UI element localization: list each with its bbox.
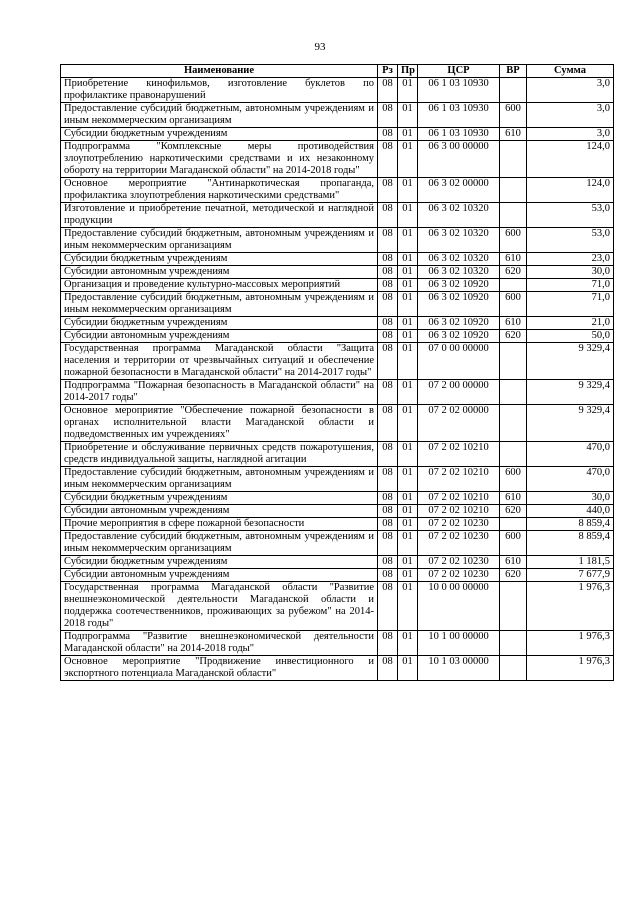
row-csr-cell: 10 1 00 00000 — [418, 631, 500, 656]
table-row — [61, 492, 614, 505]
row-sum-cell: 9 329,4 — [527, 343, 614, 380]
row-pr-cell: 01 — [398, 203, 418, 228]
row-sum-cell: 124,0 — [527, 178, 614, 203]
row-csr-cell: 07 2 02 10230 — [418, 518, 500, 531]
row-vr-cell — [500, 518, 527, 531]
row-csr-cell: 07 2 02 10230 — [418, 569, 500, 582]
row-name-cell: Основное мероприятие "Продвижение инвестиционного и экспортного потенциала Магаданской области" — [61, 656, 378, 681]
row-name-cell: Приобретение и обслуживание первичных средств пожаротушения, средств индивидуальной защиты, наглядной агитации — [61, 442, 378, 467]
row-csr-cell: 07 2 02 10210 — [418, 442, 500, 467]
row-csr-cell: 07 2 02 10210 — [418, 505, 500, 518]
row-pr-cell: 01 — [398, 141, 418, 178]
row-name-cell: Субсидии автономным учреждениям — [61, 505, 378, 518]
table-row — [61, 442, 614, 467]
row-name-cell: Государственная программа Магаданской области "Развитие внешнеэкономической деятельности Магаданской области и поддержка соотечественников, проживающих за рубежом" на 2014-2018 годы" — [61, 582, 378, 631]
table-row — [61, 203, 614, 228]
row-vr-cell: 620 — [500, 266, 527, 279]
row-pr-cell: 01 — [398, 330, 418, 343]
row-csr-cell: 06 3 02 00000 — [418, 178, 500, 203]
row-rz-cell: 08 — [378, 78, 398, 103]
row-pr-cell: 01 — [398, 103, 418, 128]
row-name-cell: Предоставление субсидий бюджетным, автономным учреждениям и иным некоммерческим организациям — [61, 292, 378, 317]
row-vr-cell: 620 — [500, 569, 527, 582]
row-sum-cell: 3,0 — [527, 78, 614, 103]
row-vr-cell — [500, 380, 527, 405]
table-row — [61, 317, 614, 330]
row-name-cell: Субсидии автономным учреждениям — [61, 330, 378, 343]
row-rz-cell: 08 — [378, 380, 398, 405]
row-sum-cell: 470,0 — [527, 442, 614, 467]
row-pr-cell: 01 — [398, 531, 418, 556]
row-name-cell: Основное мероприятие "Антинаркотическая пропаганда, профилактика злоупотребления наркотическими средствами" — [61, 178, 378, 203]
row-name-cell: Субсидии автономным учреждениям — [61, 569, 378, 582]
row-name-cell: Организация и проведение культурно-массовых мероприятий — [61, 279, 378, 292]
row-name-cell: Приобретение кинофильмов, изготовление буклетов по профилактике правонарушений — [61, 78, 378, 103]
row-csr-cell: 07 0 00 00000 — [418, 343, 500, 380]
table-row — [61, 467, 614, 492]
row-sum-cell: 71,0 — [527, 292, 614, 317]
row-csr-cell: 06 1 03 10930 — [418, 78, 500, 103]
row-rz-cell: 08 — [378, 582, 398, 631]
column-header-csr: ЦСР — [418, 65, 500, 78]
page-number: 93 — [314, 41, 326, 53]
row-pr-cell: 01 — [398, 631, 418, 656]
row-pr-cell: 01 — [398, 656, 418, 681]
column-header-sum: Сумма — [527, 65, 614, 78]
row-sum-cell: 124,0 — [527, 141, 614, 178]
table-row — [61, 582, 614, 631]
row-pr-cell: 01 — [398, 78, 418, 103]
row-sum-cell: 3,0 — [527, 103, 614, 128]
row-name-cell: Субсидии бюджетным учреждениям — [61, 556, 378, 569]
row-sum-cell: 21,0 — [527, 317, 614, 330]
table-row — [61, 141, 614, 178]
table-row — [61, 505, 614, 518]
row-vr-cell — [500, 405, 527, 442]
row-name-cell: Основное мероприятие "Обеспечение пожарной безопасности в органах исполнительной власти Магаданской области и подведомственных им учреждениях" — [61, 405, 378, 442]
row-vr-cell: 620 — [500, 330, 527, 343]
row-rz-cell: 08 — [378, 505, 398, 518]
row-rz-cell: 08 — [378, 279, 398, 292]
row-sum-cell: 470,0 — [527, 467, 614, 492]
row-pr-cell: 01 — [398, 380, 418, 405]
row-vr-cell: 610 — [500, 253, 527, 266]
row-rz-cell: 08 — [378, 178, 398, 203]
row-sum-cell: 30,0 — [527, 492, 614, 505]
row-vr-cell — [500, 203, 527, 228]
row-csr-cell: 07 2 02 10230 — [418, 531, 500, 556]
row-name-cell: Субсидии бюджетным учреждениям — [61, 253, 378, 266]
row-rz-cell: 08 — [378, 343, 398, 380]
row-vr-cell — [500, 631, 527, 656]
row-name-cell: Субсидии автономным учреждениям — [61, 266, 378, 279]
column-header-vr: ВР — [500, 65, 527, 78]
row-sum-cell: 23,0 — [527, 253, 614, 266]
row-pr-cell: 01 — [398, 128, 418, 141]
table-row — [61, 531, 614, 556]
row-csr-cell: 10 0 00 00000 — [418, 582, 500, 631]
row-name-cell: Субсидии бюджетным учреждениям — [61, 128, 378, 141]
row-pr-cell: 01 — [398, 405, 418, 442]
row-rz-cell: 08 — [378, 405, 398, 442]
row-csr-cell: 07 2 02 00000 — [418, 405, 500, 442]
row-sum-cell: 71,0 — [527, 279, 614, 292]
row-csr-cell: 06 3 02 10920 — [418, 330, 500, 343]
row-sum-cell: 3,0 — [527, 128, 614, 141]
row-name-cell: Предоставление субсидий бюджетным, автономным учреждениям и иным некоммерческим организациям — [61, 103, 378, 128]
row-csr-cell: 06 1 03 10930 — [418, 128, 500, 141]
row-pr-cell: 01 — [398, 505, 418, 518]
table-row — [61, 330, 614, 343]
row-rz-cell: 08 — [378, 518, 398, 531]
row-name-cell: Предоставление субсидий бюджетным, автономным учреждениям и иным некоммерческим организациям — [61, 228, 378, 253]
row-csr-cell: 07 2 00 00000 — [418, 380, 500, 405]
row-vr-cell — [500, 656, 527, 681]
row-csr-cell: 06 3 02 10920 — [418, 292, 500, 317]
row-vr-cell: 610 — [500, 556, 527, 569]
table-row — [61, 631, 614, 656]
row-name-cell: Подпрограмма "Развитие внешнеэкономической деятельности Магаданской области" на 2014-2018 годы" — [61, 631, 378, 656]
row-csr-cell: 10 1 03 00000 — [418, 656, 500, 681]
row-pr-cell: 01 — [398, 582, 418, 631]
table-row — [61, 266, 614, 279]
row-rz-cell: 08 — [378, 141, 398, 178]
row-name-cell: Предоставление субсидий бюджетным, автономным учреждениям и иным некоммерческим организациям — [61, 531, 378, 556]
table-row — [61, 279, 614, 292]
row-rz-cell: 08 — [378, 656, 398, 681]
row-rz-cell: 08 — [378, 442, 398, 467]
row-vr-cell — [500, 141, 527, 178]
row-csr-cell: 06 3 02 10320 — [418, 253, 500, 266]
row-sum-cell: 53,0 — [527, 203, 614, 228]
row-rz-cell: 08 — [378, 266, 398, 279]
row-rz-cell: 08 — [378, 531, 398, 556]
row-rz-cell: 08 — [378, 467, 398, 492]
row-vr-cell — [500, 582, 527, 631]
table-row — [61, 178, 614, 203]
row-rz-cell: 08 — [378, 203, 398, 228]
table-row — [61, 292, 614, 317]
row-name-cell: Предоставление субсидий бюджетным, автономным учреждениям и иным некоммерческим организациям — [61, 467, 378, 492]
row-sum-cell: 8 859,4 — [527, 531, 614, 556]
row-pr-cell: 01 — [398, 569, 418, 582]
row-csr-cell: 07 2 02 10230 — [418, 556, 500, 569]
row-vr-cell: 600 — [500, 228, 527, 253]
row-rz-cell: 08 — [378, 631, 398, 656]
row-vr-cell — [500, 279, 527, 292]
table-row — [61, 78, 614, 103]
row-pr-cell: 01 — [398, 279, 418, 292]
row-pr-cell: 01 — [398, 253, 418, 266]
row-pr-cell: 01 — [398, 292, 418, 317]
column-header-pr: Пр — [398, 65, 418, 78]
row-name-cell: Изготовление и приобретение печатной, методической и наглядной продукции — [61, 203, 378, 228]
row-rz-cell: 08 — [378, 569, 398, 582]
row-name-cell: Подпрограмма "Пожарная безопасность в Магаданской области" на 2014-2017 годы" — [61, 380, 378, 405]
row-pr-cell: 01 — [398, 492, 418, 505]
row-pr-cell: 01 — [398, 442, 418, 467]
row-sum-cell: 50,0 — [527, 330, 614, 343]
column-header-name: Наименование — [61, 65, 378, 78]
row-pr-cell: 01 — [398, 343, 418, 380]
row-vr-cell — [500, 78, 527, 103]
table-row — [61, 228, 614, 253]
table-row — [61, 103, 614, 128]
row-csr-cell: 06 3 00 00000 — [418, 141, 500, 178]
table-row — [61, 569, 614, 582]
row-csr-cell: 06 3 02 10920 — [418, 279, 500, 292]
table-row — [61, 343, 614, 380]
row-vr-cell: 600 — [500, 531, 527, 556]
row-sum-cell: 30,0 — [527, 266, 614, 279]
row-name-cell: Подпрограмма "Комплексные меры противодействия злоупотреблению наркотическими средствами и их незаконному обороту на территории Магаданской области" на 2014-2018 годы" — [61, 141, 378, 178]
row-sum-cell: 1 976,3 — [527, 631, 614, 656]
row-name-cell: Государственная программа Магаданской области "Защита населения и территории от чрезвычайных ситуаций и обеспечение пожарной безопасности в Магаданской области" на 2014-2017 годы" — [61, 343, 378, 380]
row-vr-cell: 620 — [500, 505, 527, 518]
table-row — [61, 253, 614, 266]
row-sum-cell: 1 181,5 — [527, 556, 614, 569]
column-header-rz: Рз — [378, 65, 398, 78]
row-vr-cell: 600 — [500, 103, 527, 128]
table-row — [61, 380, 614, 405]
row-sum-cell: 1 976,3 — [527, 656, 614, 681]
row-sum-cell: 7 677,9 — [527, 569, 614, 582]
row-name-cell: Прочие мероприятия в сфере пожарной безопасности — [61, 518, 378, 531]
row-pr-cell: 01 — [398, 266, 418, 279]
row-csr-cell: 06 3 02 10320 — [418, 203, 500, 228]
table-row — [61, 556, 614, 569]
row-rz-cell: 08 — [378, 317, 398, 330]
row-csr-cell: 06 3 02 10320 — [418, 266, 500, 279]
row-csr-cell: 06 1 03 10930 — [418, 103, 500, 128]
row-pr-cell: 01 — [398, 178, 418, 203]
row-rz-cell: 08 — [378, 228, 398, 253]
row-vr-cell — [500, 343, 527, 380]
row-sum-cell: 440,0 — [527, 505, 614, 518]
row-sum-cell: 9 329,4 — [527, 380, 614, 405]
row-pr-cell: 01 — [398, 228, 418, 253]
row-rz-cell: 08 — [378, 292, 398, 317]
row-vr-cell: 600 — [500, 467, 527, 492]
row-rz-cell: 08 — [378, 556, 398, 569]
row-rz-cell: 08 — [378, 103, 398, 128]
table-row — [61, 405, 614, 442]
row-pr-cell: 01 — [398, 518, 418, 531]
row-rz-cell: 08 — [378, 330, 398, 343]
row-vr-cell: 600 — [500, 292, 527, 317]
row-rz-cell: 08 — [378, 253, 398, 266]
row-vr-cell — [500, 442, 527, 467]
table-row — [61, 656, 614, 681]
row-name-cell: Субсидии бюджетным учреждениям — [61, 317, 378, 330]
row-sum-cell: 1 976,3 — [527, 582, 614, 631]
row-csr-cell: 06 3 02 10920 — [418, 317, 500, 330]
row-csr-cell: 07 2 02 10210 — [418, 467, 500, 492]
budget-table — [60, 64, 614, 681]
row-name-cell: Субсидии бюджетным учреждениям — [61, 492, 378, 505]
table-row — [61, 128, 614, 141]
table-header-row — [61, 65, 614, 78]
row-sum-cell: 8 859,4 — [527, 518, 614, 531]
table-row — [61, 518, 614, 531]
row-pr-cell: 01 — [398, 467, 418, 492]
row-csr-cell: 07 2 02 10210 — [418, 492, 500, 505]
row-rz-cell: 08 — [378, 128, 398, 141]
row-vr-cell: 610 — [500, 128, 527, 141]
row-sum-cell: 9 329,4 — [527, 405, 614, 442]
row-vr-cell: 610 — [500, 317, 527, 330]
row-rz-cell: 08 — [378, 492, 398, 505]
row-vr-cell — [500, 178, 527, 203]
row-csr-cell: 06 3 02 10320 — [418, 228, 500, 253]
row-vr-cell: 610 — [500, 492, 527, 505]
row-pr-cell: 01 — [398, 556, 418, 569]
row-pr-cell: 01 — [398, 317, 418, 330]
row-sum-cell: 53,0 — [527, 228, 614, 253]
